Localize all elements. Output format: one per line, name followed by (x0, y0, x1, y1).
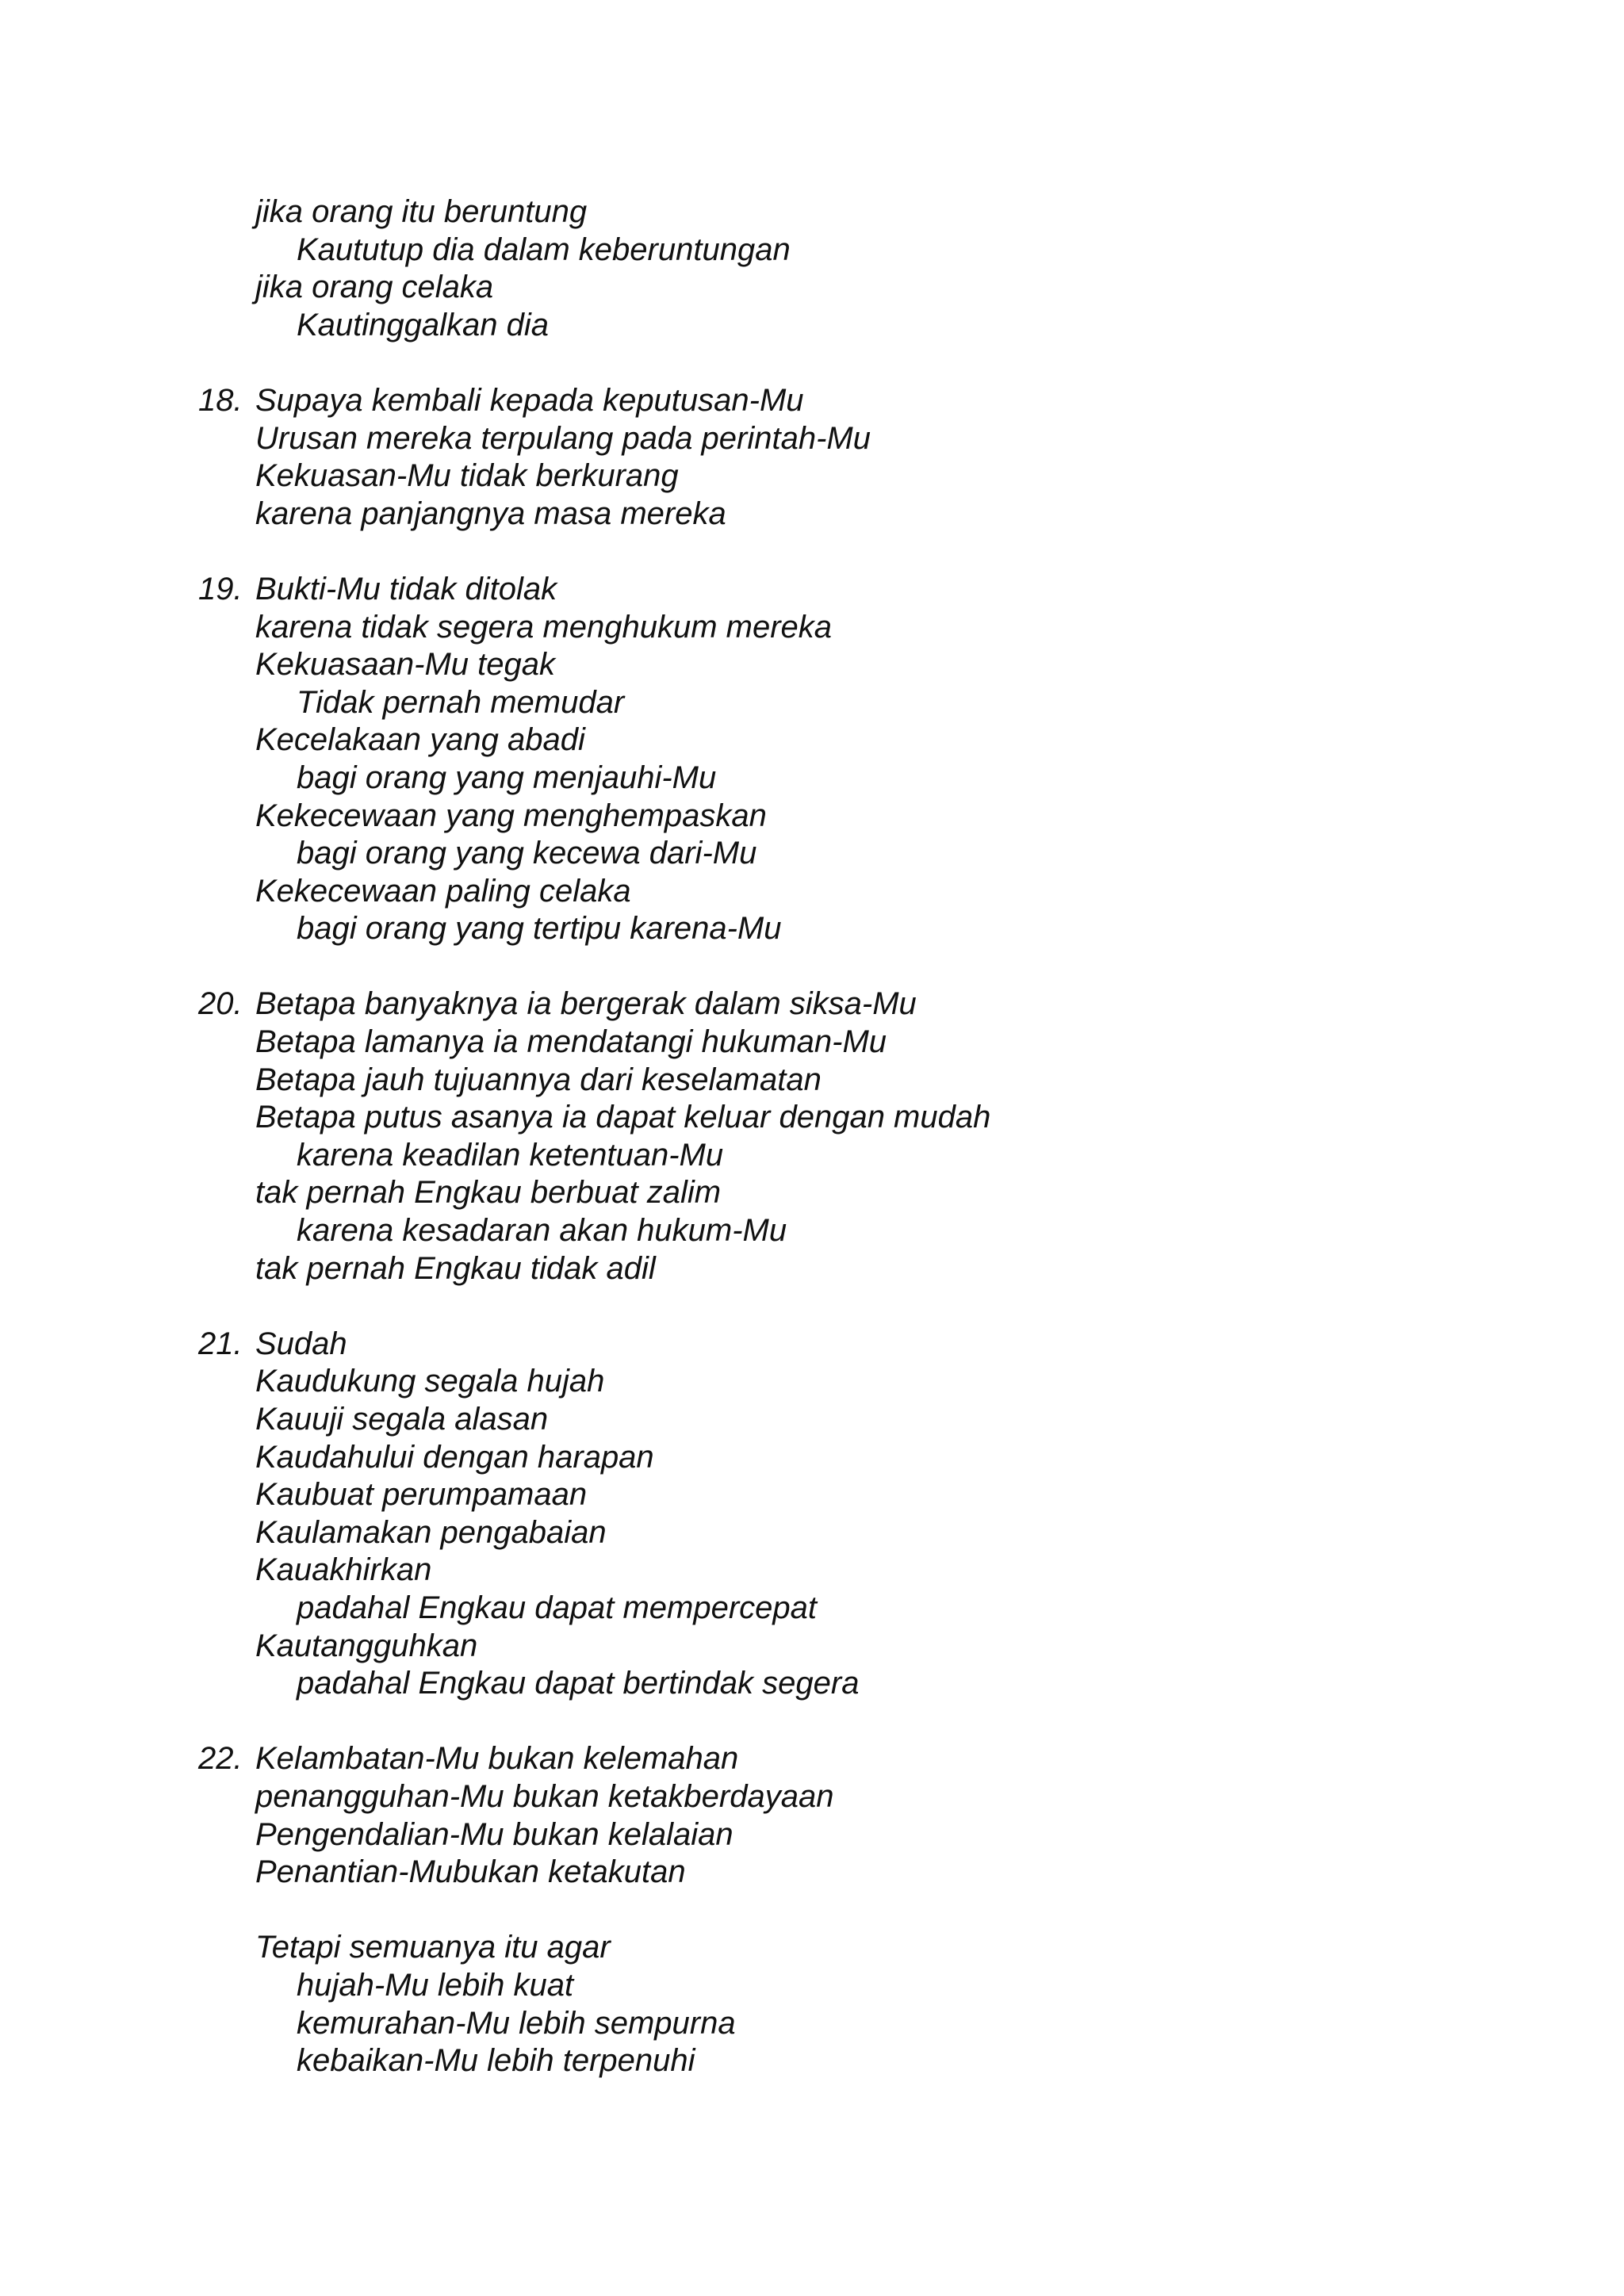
verse-line (198, 1024, 1546, 1062)
verse-text: Kekuasan-Mu tidak berkurang (255, 458, 679, 494)
verse-line (198, 1363, 1546, 1401)
verse-text: karena panjangnya masa mereka (255, 496, 726, 531)
verse-text: Kekecewaan paling celaka (255, 873, 631, 909)
stanza (198, 1929, 1546, 2080)
verse-line (198, 1628, 1546, 1666)
verse-text: bagi orang yang menjauhi-Mu (297, 760, 717, 795)
verse-line (198, 910, 1546, 948)
verse-line (198, 307, 1546, 345)
verse-text: tak pernah Engkau tidak adil (255, 1250, 656, 1286)
stanza-number: 20. (198, 986, 243, 1022)
verse-line (198, 646, 1546, 684)
verse-line (198, 1552, 1546, 1590)
verse-line (198, 835, 1546, 873)
verse-text: jika orang itu beruntung (255, 194, 588, 229)
verse-line (198, 1967, 1546, 2005)
verse-line (198, 457, 1546, 496)
verse-line (198, 1929, 1546, 1967)
verse-text: padahal Engkau dapat bertindak segera (297, 1666, 860, 1701)
verse-text: Kaudukung segala hujah (255, 1364, 605, 1399)
verse-text: Kauakhirkan (255, 1552, 432, 1588)
verse-line (198, 798, 1546, 836)
verse-text: Kauuji segala alasan (255, 1402, 549, 1437)
stanza (198, 1326, 1546, 1703)
verse-line (198, 1665, 1546, 1703)
verse-text: Kaututup dia dalam keberuntungan (297, 232, 791, 267)
verse-text: tak pernah Engkau berbuat zalim (255, 1175, 722, 1211)
verse-line (198, 1439, 1546, 1477)
verse-line (198, 2042, 1546, 2080)
verse-line (198, 1514, 1546, 1552)
verse-line (198, 1740, 1546, 1778)
verse-line (198, 985, 1546, 1024)
verse-text: Kautangguhkan (255, 1628, 478, 1663)
stanza-gap (198, 344, 1546, 382)
verse-text: Kekuasaan-Mu tegak (255, 647, 556, 683)
stanza (198, 985, 1546, 1288)
verse-text: hujah-Mu lebih kuat (297, 1967, 574, 2003)
verse-text: Kecelakaan yang abadi (255, 722, 585, 758)
verse-text: Betapa putus asanya ia dapat keluar dengan mudah (255, 1100, 991, 1135)
stanza (198, 193, 1546, 344)
stanza-gap (198, 533, 1546, 571)
stanza (198, 382, 1546, 533)
stanza-gap (198, 1892, 1546, 1930)
verse-text: padahal Engkau dapat mempercepat (297, 1590, 818, 1625)
verse-line (198, 1099, 1546, 1137)
stanza-gap (198, 948, 1546, 986)
verse-line (198, 382, 1546, 420)
verse-text: kebaikan-Mu lebih terpenuhi (297, 2043, 695, 2079)
verse-text: Tetapi semuanya itu agar (255, 1930, 611, 1965)
verse-line (198, 1212, 1546, 1250)
verse-text: jika orang celaka (255, 270, 494, 305)
stanza (198, 571, 1546, 948)
verse-text: Betapa banyaknya ia bergerak dalam siksa-Mu (255, 986, 917, 1022)
verse-text: karena keadilan ketentuan-Mu (297, 1137, 724, 1173)
verse-text: Supaya kembali kepada keputusan-Mu (255, 382, 804, 418)
stanza-number: 21. (198, 1326, 243, 1361)
verse-line (198, 269, 1546, 307)
stanza-number: 18. (198, 382, 243, 418)
stanza-number: 19. (198, 571, 243, 607)
verse-line (198, 1137, 1546, 1175)
stanza (198, 1740, 1546, 1891)
verse-line (198, 1174, 1546, 1212)
verse-text: kemurahan-Mu lebih sempurna (297, 2005, 736, 2041)
verse-text: bagi orang yang tertipu karena-Mu (297, 911, 782, 947)
verse-text: Kautinggalkan dia (297, 307, 550, 342)
verse-text: Kaubuat perumpamaan (255, 1477, 588, 1513)
verse-line (198, 193, 1546, 232)
verse-content (198, 193, 1546, 2080)
verse-text: Kaulamakan pengabaian (255, 1514, 607, 1550)
verse-line (198, 1816, 1546, 1854)
verse-line (198, 760, 1546, 798)
verse-line (198, 1326, 1546, 1364)
verse-line (198, 2005, 1546, 2043)
verse-text: Pengendalian-Mu bukan kelalaian (255, 1816, 733, 1852)
verse-text: Sudah (255, 1326, 347, 1361)
verse-text: karena tidak segera menghukum mereka (255, 609, 833, 645)
verse-line (198, 1854, 1546, 1892)
verse-line (198, 1476, 1546, 1514)
verse-line (198, 420, 1546, 458)
verse-text: Penantian-Mubukan ketakutan (255, 1854, 686, 1890)
verse-line (198, 1590, 1546, 1628)
verse-text: Kekecewaan yang menghempaskan (255, 798, 767, 833)
verse-text: Betapa jauh tujuannya dari keselamatan (255, 1062, 822, 1097)
verse-line (198, 1062, 1546, 1100)
verse-line (198, 684, 1546, 722)
verse-line (198, 571, 1546, 609)
verse-text: Tidak pernah memudar (297, 684, 625, 720)
verse-line (198, 232, 1546, 270)
verse-text: karena kesadaran akan hukum-Mu (297, 1213, 787, 1249)
verse-line (198, 1250, 1546, 1288)
verse-line (198, 1401, 1546, 1439)
stanza-number: 22. (198, 1741, 243, 1777)
verse-text: Urusan mereka terpulang pada perintah-Mu (255, 420, 871, 456)
verse-text: penangguhan-Mu bukan ketakberdayaan (255, 1778, 834, 1814)
verse-line (198, 1778, 1546, 1816)
verse-text: Bukti-Mu tidak ditolak (255, 571, 557, 607)
verse-line (198, 873, 1546, 911)
verse-text: Kaudahului dengan harapan (255, 1439, 654, 1475)
verse-text: Kelambatan-Mu bukan kelemahan (255, 1741, 739, 1777)
verse-line (198, 609, 1546, 647)
verse-text: Betapa lamanya ia mendatangi hukuman-Mu (255, 1024, 887, 1060)
stanza-gap (198, 1288, 1546, 1326)
verse-text: bagi orang yang kecewa dari-Mu (297, 836, 757, 871)
verse-line (198, 496, 1546, 534)
verse-line (198, 721, 1546, 760)
stanza-gap (198, 1703, 1546, 1741)
